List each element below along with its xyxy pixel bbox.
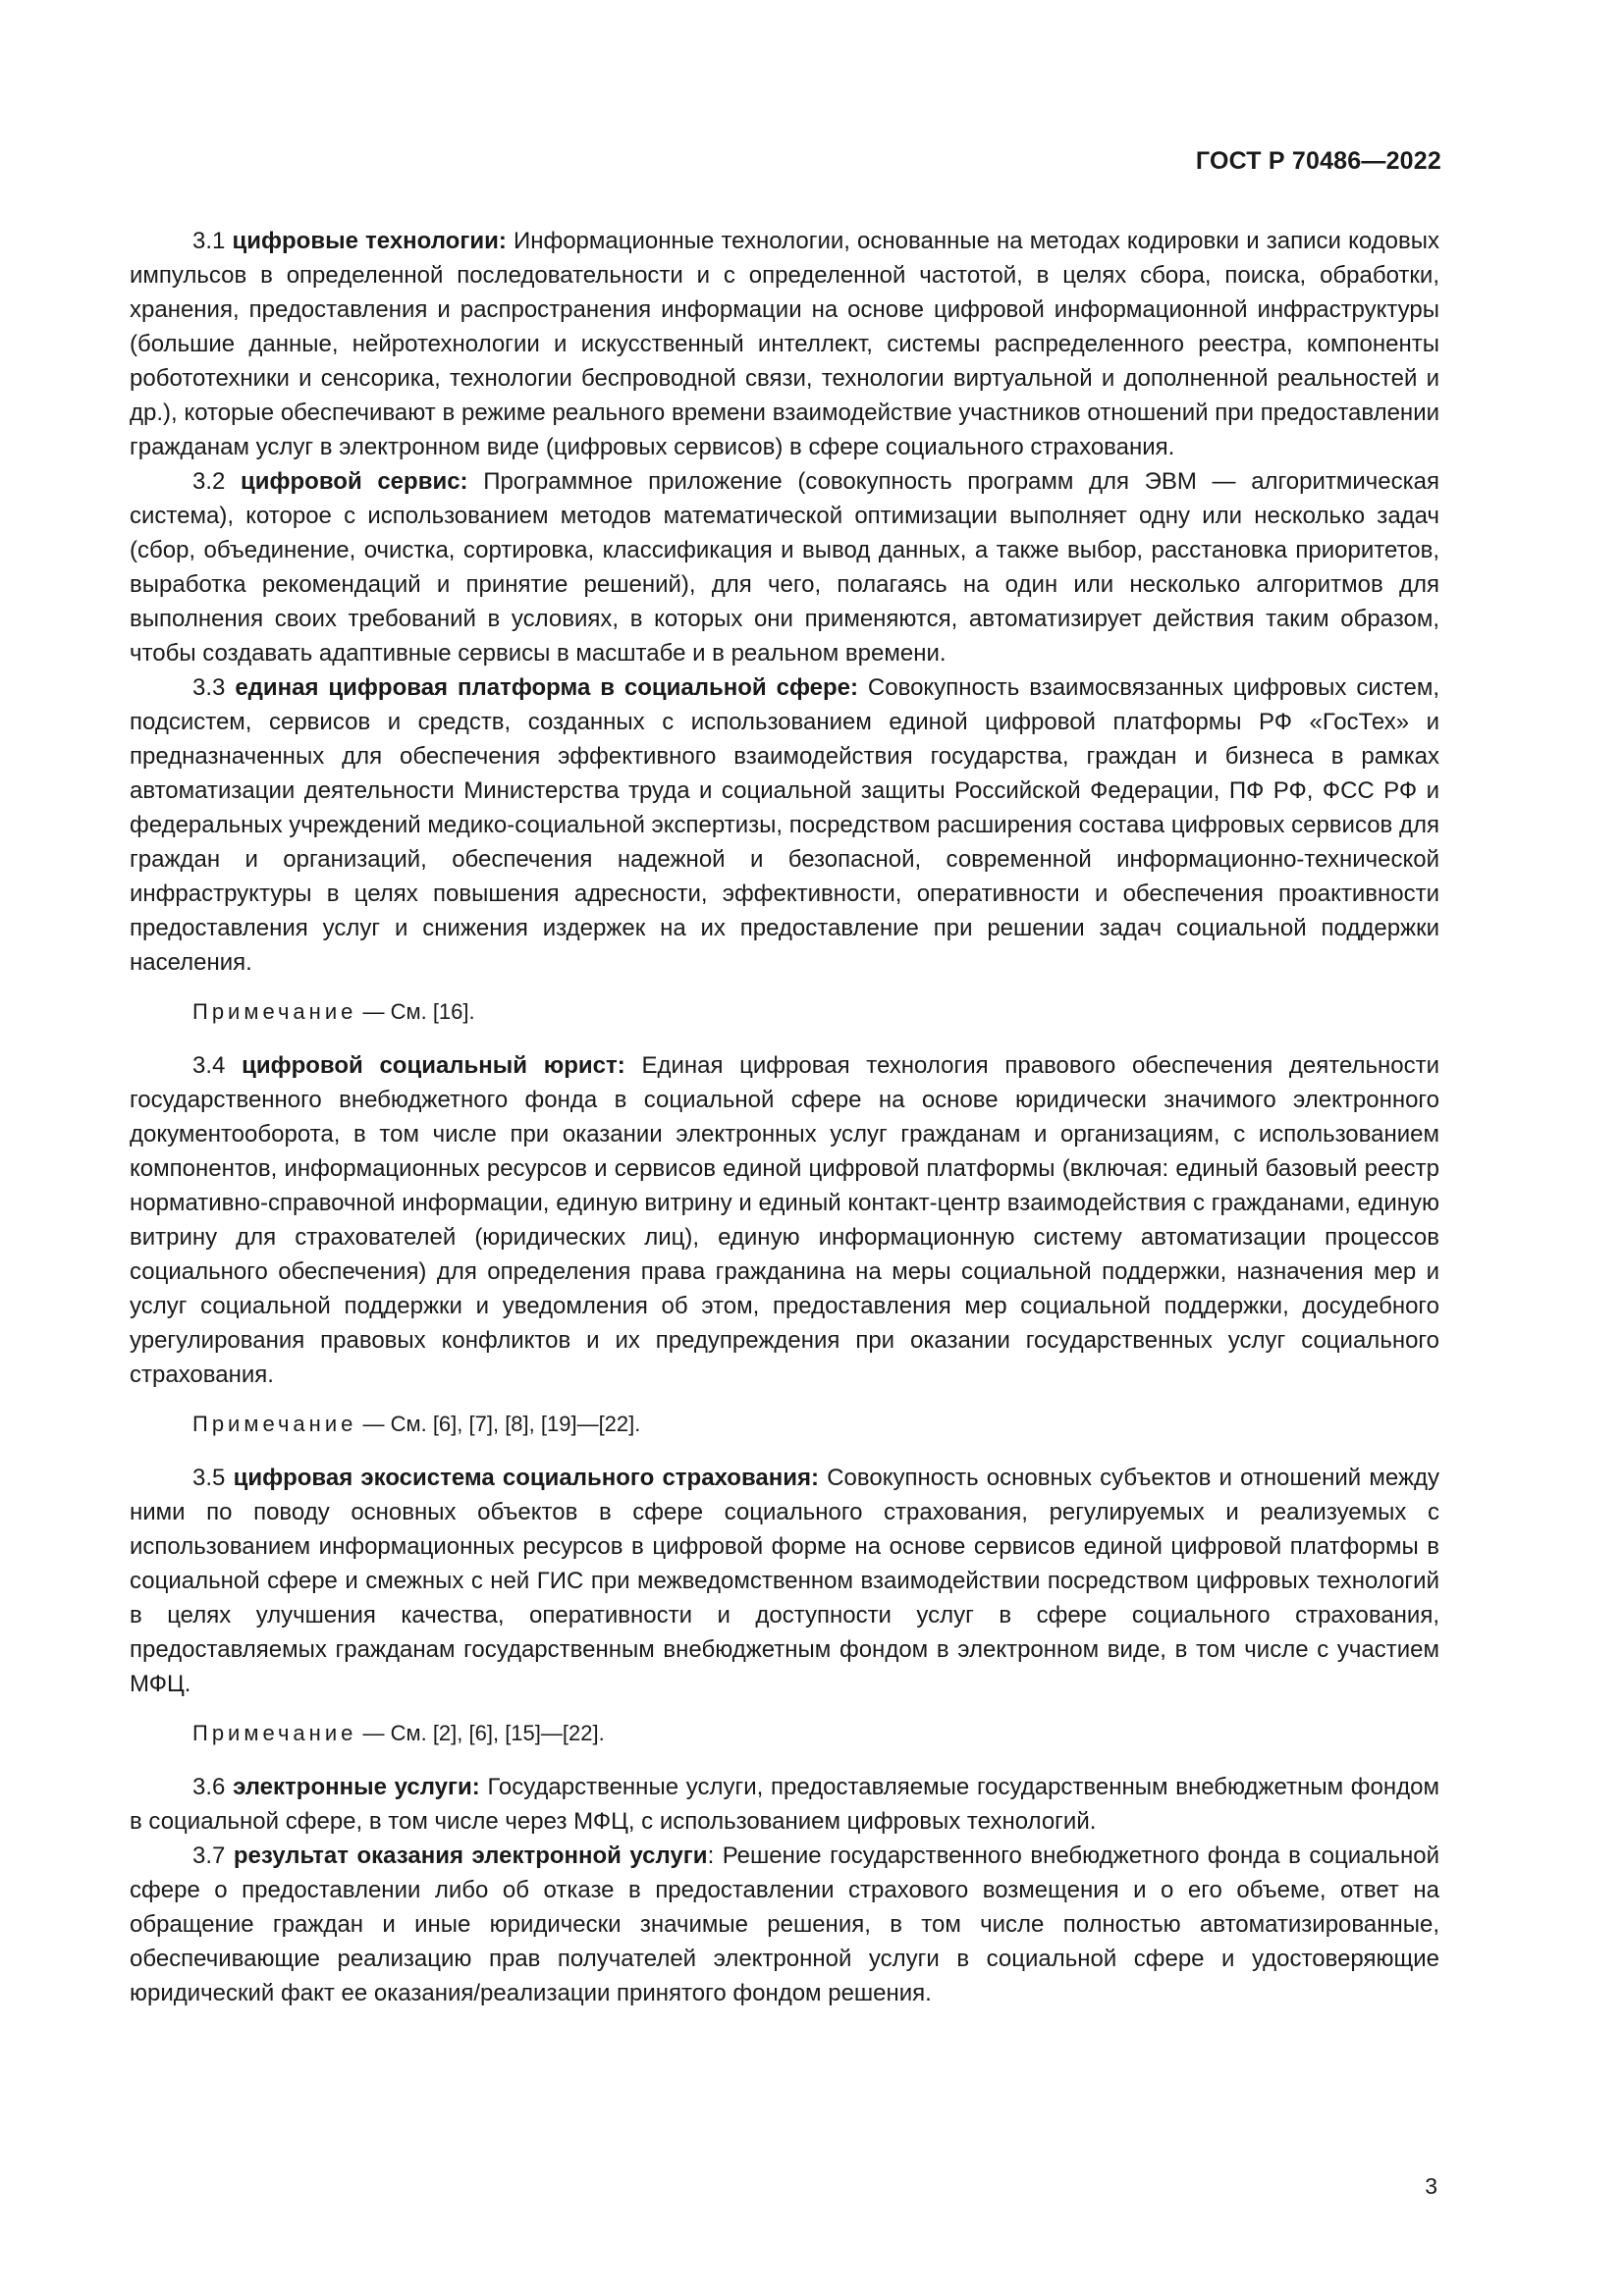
term-name: единая цифровая платформа в социальной сфере: xyxy=(235,674,858,701)
term-definition: Совокупность основных субъектов и отношений между ними по поводу основных объектов в сфере социального страхования, регулируемых и реализуемых с использованием информационных ресурсов в цифровой форме на основе сервисов единой цифровой платформы в социальной сфере и смежных с ней ГИС при межведомственном взаимодействии посредством цифровых технологий в целях улучшения качества, оперативности и доступности услуг в сфере социального страхования, предоставляемых гражданам государственным внебюджетным фондом в электронном виде, в том числе с участием МФЦ. xyxy=(130,1465,1440,1697)
term-name: цифровой сервис: xyxy=(241,468,468,495)
term-definition: Программное приложение (совокупность программ для ЭВМ — алгоритмическая система), которое с использованием методов математической оптимизации выполняет одну или несколько задач (сбор, объединение, очистка, сортировка, классификация и вывод данных, а также выбор, расстановка приоритетов, выработка рекомендаций и принятие решений), для чего, полагаясь на один или несколько алгоритмов для выполнения своих требований в условиях, в которых они применяются, автоматизирует действия таким образом, чтобы создавать адаптивные сервисы в масштабе и в реальном времени. xyxy=(130,468,1439,667)
term-name: цифровая экосистема социального страхования: xyxy=(233,1465,819,1491)
term-note xyxy=(130,995,1439,1029)
term-definition: Государственные услуги, предоставляемые государственным внебюджетным фондом в социальной сфере, в том числе через МФЦ, с использованием цифровых технологий. xyxy=(130,1774,1440,1835)
standard-designation: ГОСТ Р 70486—2022 xyxy=(1195,147,1441,175)
terms-section xyxy=(130,224,1439,2010)
term-name: электронные услуги: xyxy=(233,1774,480,1800)
term-note xyxy=(130,1717,1439,1750)
term-entry xyxy=(130,1461,1439,1701)
term-number: 3.6 xyxy=(192,1774,226,1800)
term-number: 3.5 xyxy=(192,1465,226,1491)
term-name: результат оказания электронной услуги xyxy=(233,1842,708,1869)
page-number: 3 xyxy=(1425,2173,1437,2199)
term-entry xyxy=(130,224,1439,464)
term-definition: Совокупность взаимосвязанных цифровых систем, подсистем, сервисов и средств, созданных с использованием единой цифровой платформы РФ «ГосТех» и предназначенных для обеспечения эффективного взаимодействия государства, граждан и бизнеса в рамках автоматизации деятельности Министерства труда и социальной защиты Российской Федерации, ПФ РФ, ФСС РФ и федеральных учреждений медико-социальной экспертизы, посредством расширения состава цифровых сервисов для граждан и организаций, обеспечения надежной и безопасной, современной информационно-технической инфраструктуры в целях повышения адресности, эффективности, оперативности и обеспечения проактивности предоставления услуг и снижения издержек на их предоставление при решении задач социальной поддержки населения. xyxy=(130,674,1439,976)
term-entry xyxy=(130,1839,1439,2010)
note-text: — См. [2], [6], [15]—[22]. xyxy=(362,1721,605,1745)
term-entry xyxy=(130,464,1439,670)
term-note xyxy=(130,1408,1439,1441)
term-definition: Единая цифровая технология правового обеспечения деятельности государственного внебюджетного фонда в социальной сфере на основе юридически значимого электронного документооборота, в том числе при оказании электронных услуг гражданам и организациям, с использованием компонентов, информационных ресурсов и сервисов единой цифровой платформы (включая: единый базовый реестр нормативно-справочной информации, единую витрину и единый контакт-центр взаимодействия с гражданами, единую витрину для страхователей (юридических лиц), единую информационную систему автоматизации процессов социального обеспечения) для определения права гражданина на меры социальной поддержки, назначения мер и услуг социальной поддержки и уведомления об этом, предоставления мер социальной поддержки, досудебного урегулирования правовых конфликтов и их предупреждения при оказании государственных услуг социального страхования. xyxy=(130,1052,1440,1388)
note-text: — См. [6], [7], [8], [19]—[22]. xyxy=(362,1412,641,1436)
term-number: 3.7 xyxy=(192,1842,226,1869)
term-number: 3.3 xyxy=(192,674,226,701)
term-entry xyxy=(130,1048,1439,1392)
term-name: цифровые технологии: xyxy=(232,228,507,254)
note-label: Примечание xyxy=(192,1721,357,1745)
note-text: — См. [16]. xyxy=(362,999,475,1024)
term-entry xyxy=(130,1770,1439,1839)
term-number: 3.2 xyxy=(192,468,226,495)
note-label: Примечание xyxy=(192,1412,357,1436)
term-number: 3.1 xyxy=(192,228,226,254)
note-label: Примечание xyxy=(192,999,357,1024)
term-definition: : Решение государственного внебюджетного фонда в социальной сфере о предоставлении либо об отказе в предоставлении страхового возмещения и о его объеме, ответ на обращение граждан и иные юридически значимые решения, в том числе полностью автоматизированные, обеспечивающие реализацию прав получателей электронной услуги в социальной сфере и удостоверяющие юридический факт ее оказания/реализации принятого фондом решения. xyxy=(130,1842,1439,2006)
term-definition: Информационные технологии, основанные на методах кодировки и записи кодовых импульсов в определенной последовательности и с определенной частотой, в целях сбора, поиска, обработки, хранения, предоставления и распространения информации на основе цифровой информационной инфраструктуры (большие данные, нейротехнологии и искусственный интеллект, системы распределенного реестра, компоненты робототехники и сенсорика, технологии беспроводной связи, технологии виртуальной и дополненной реальностей и др.), которые обеспечивают в режиме реального времени взаимодействие участников отношений при предоставлении гражданам услуг в электронном виде (цифровых сервисов) в сфере социального страхования. xyxy=(130,228,1440,460)
term-number: 3.4 xyxy=(192,1052,226,1079)
term-name: цифровой социальный юрист: xyxy=(242,1052,625,1079)
term-entry xyxy=(130,670,1439,980)
